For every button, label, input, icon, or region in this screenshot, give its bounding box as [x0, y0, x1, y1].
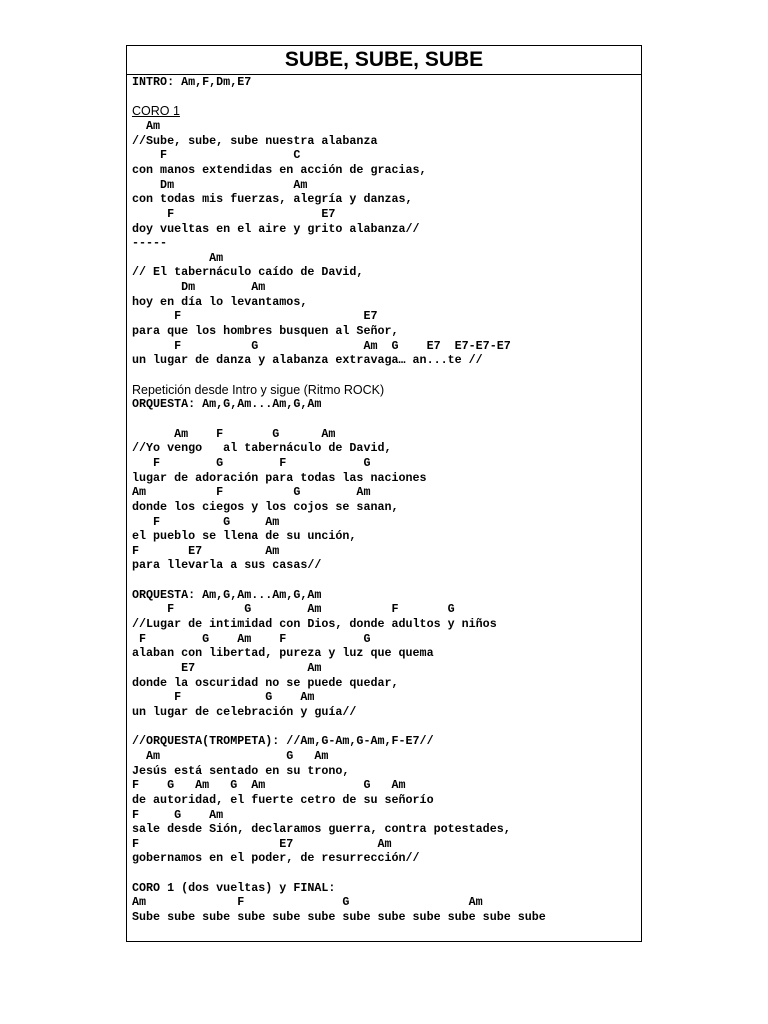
- lyric-line: de autoridad, el fuerte cetro de su señorío: [132, 792, 434, 807]
- lyric-line: Jesús está sentado en su trono,: [132, 763, 350, 778]
- section-heading: CORO 1: [132, 104, 180, 119]
- lyric-line: //Lugar de intimidad con Dios, donde adultos y niños: [132, 617, 497, 632]
- lyric-line: sale desde Sión, declaramos guerra, contra potestades,: [132, 822, 511, 837]
- chord-line: F G Am F G: [132, 631, 371, 646]
- chord-line: Am: [132, 118, 161, 133]
- lyric-line: doy vueltas en el aire y grito alabanza//: [132, 221, 420, 236]
- chord-line: Am: [132, 250, 224, 265]
- lyric-line: alaban con libertad, pureza y luz que quema: [132, 646, 434, 661]
- lyric-line: con manos extendidas en acción de gracias,: [132, 162, 427, 177]
- song-title: SUBE, SUBE, SUBE: [127, 46, 641, 75]
- lyric-line: // El tabernáculo caído de David,: [132, 265, 364, 280]
- lyric-line: //ORQUESTA(TROMPETA): //Am,G-Am,G-Am,F-E7//: [132, 734, 434, 749]
- lyric-line: //Sube, sube, sube nuestra alabanza: [132, 133, 378, 148]
- chord-line: F E7: [132, 309, 378, 324]
- lyric-line: INTRO: Am,F,Dm,E7: [132, 75, 252, 89]
- chord-line: Dm Am: [132, 280, 266, 295]
- section-heading: Repetición desde Intro y sigue (Ritmo ROCK): [132, 382, 385, 397]
- lyric-line: ORQUESTA: Am,G,Am...Am,G,Am: [132, 587, 322, 602]
- lyric-line: -----: [132, 236, 168, 251]
- lyric-line: para que los hombres busquen al Señor,: [132, 324, 399, 339]
- chord-line: E7 Am: [132, 661, 322, 675]
- chord-line: F G Am: [132, 807, 224, 822]
- lyric-line: Sube sube sube sube sube sube sube sube sube sube sube sube: [132, 910, 546, 925]
- chord-line: Am F G Am: [132, 426, 336, 441]
- chord-line: F E7: [132, 206, 336, 221]
- lyric-line: un lugar de celebración y guía//: [132, 704, 357, 719]
- lyric-line: con todas mis fuerzas, alegría y danzas,: [132, 192, 413, 207]
- chord-line: Am F G Am: [132, 485, 371, 500]
- chord-line: F G Am: [132, 690, 315, 705]
- chord-line: F G Am: [132, 514, 280, 529]
- song-sheet: [126, 45, 642, 942]
- chord-line: Dm Am: [132, 177, 308, 192]
- chord-line: F E7 Am: [132, 543, 280, 558]
- chord-line: F G Am F G: [132, 602, 455, 617]
- lyric-line: donde los ciegos y los cojos se sanan,: [132, 499, 399, 514]
- lyric-line: un lugar de danza y alabanza extravaga… an...te //: [132, 353, 483, 368]
- lyric-line: //Yo vengo al tabernáculo de David,: [132, 441, 392, 456]
- lyric-line: para llevarla a sus casas//: [132, 558, 322, 573]
- chord-line: F G Am G E7 E7-E7-E7: [132, 338, 511, 353]
- lyric-line: el pueblo se llena de su unción,: [132, 529, 357, 544]
- lyric-line: lugar de adoración para todas las naciones: [132, 470, 427, 485]
- chord-line: F G Am G Am G Am: [132, 778, 406, 793]
- lyric-line: hoy en día lo levantamos,: [132, 294, 308, 309]
- lyric-line: donde la oscuridad no se puede quedar,: [132, 675, 399, 690]
- chord-line: F C: [132, 148, 301, 163]
- chord-line: Am F G Am: [132, 895, 483, 910]
- lyric-line: CORO 1 (dos vueltas) y FINAL:: [132, 880, 336, 895]
- chord-line: Am G Am: [132, 748, 329, 763]
- lyric-line: gobernamos en el poder, de resurrección//: [132, 851, 420, 866]
- lyric-line: ORQUESTA: Am,G,Am...Am,G,Am: [132, 397, 322, 412]
- chord-line: F E7 Am: [132, 836, 392, 851]
- chord-line: F G F G: [132, 455, 371, 470]
